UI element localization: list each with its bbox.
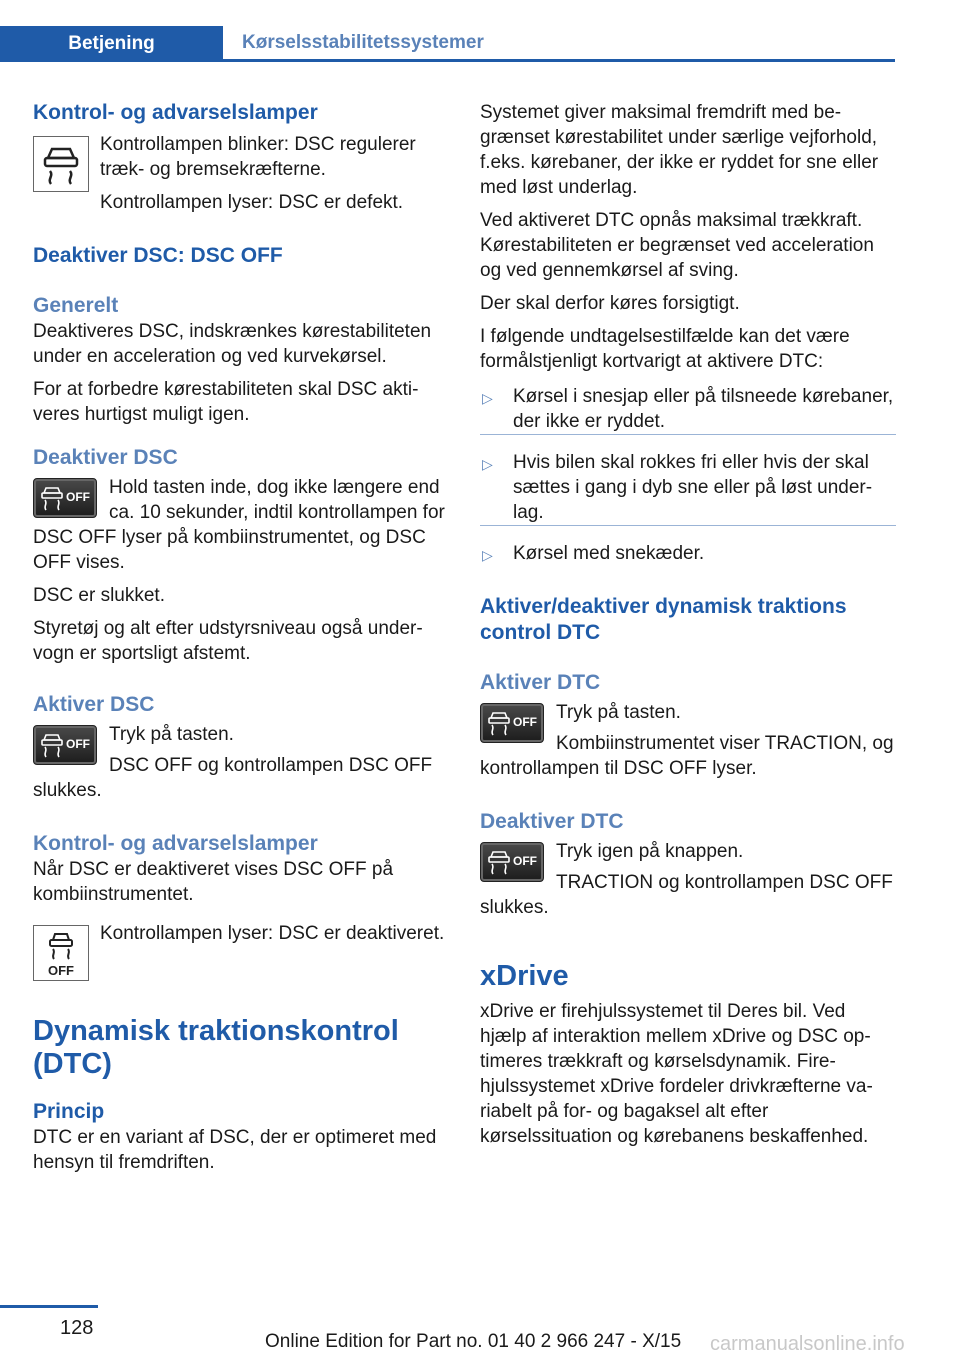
left-column bbox=[33, 100, 448, 1183]
list-item bbox=[480, 442, 896, 533]
watermark: carmanualsonline.info bbox=[710, 1333, 905, 1355]
right-text-2: Ved aktiveret DTC opnås maksimal trækkraft. Kørestabiliteten er begrænset ved acceleration og ved gennemkørsel af sving. bbox=[480, 210, 874, 281]
heading-kontrol-advarselslamper-1: Kontrol- og advarselslamper bbox=[33, 101, 318, 124]
deaktiver-dtc-text-1: Tryk igen på knappen. bbox=[556, 841, 744, 862]
aktiver-dtc-block bbox=[480, 700, 896, 729]
right-text-3: Der skal derfor køres forsigtigt. bbox=[480, 293, 740, 314]
dsc-off-button-icon bbox=[480, 842, 544, 882]
tab-betjening-label: Betjening bbox=[68, 33, 155, 54]
deaktiver-dtc-block bbox=[480, 839, 896, 868]
deaktiver-text-3: Styretøj og alt efter udstyrsniveau også undervogn er sportsligt afstemt. bbox=[33, 618, 423, 664]
list-item-text: Kørsel med snekæder. bbox=[513, 543, 705, 564]
heading-deaktiver-dtc: Deaktiver DTC bbox=[480, 810, 624, 833]
aktiver-text-2: DSC OFF og kontrollampen DSC OFF slukkes. bbox=[33, 755, 433, 801]
aktiver-dtc-text-2: Kombiinstrumentet viser TRACTION, og kontrollampen til DSC OFF lyser. bbox=[480, 733, 894, 779]
deaktiver-dtc-text-2: TRACTION og kontrollampen DSC OFF slukkes. bbox=[480, 872, 893, 918]
dsc-off-button-icon bbox=[480, 703, 544, 743]
heading-deaktiver-dsc: Deaktiver DSC bbox=[33, 446, 178, 469]
deaktiver-block bbox=[33, 475, 448, 575]
aktiver-block bbox=[33, 722, 448, 751]
dsc-off-lamp-icon bbox=[33, 925, 89, 981]
heading-dynamisk-traktionskontrol: Dynamisk traktionskontrol (DTC) bbox=[33, 1015, 399, 1080]
generelt-text-2: For at forbedre kørestabiliteten skal DSC aktiveres hurtigst muligt igen. bbox=[33, 379, 419, 425]
deaktiver-text-2: DSC er slukket. bbox=[33, 585, 165, 606]
deaktiver-text-1: Hold tasten inde, dog ikke længere end ca. 10 sekunder, indtil kontrollampen for DSC OFF lyser på kombiinstrumentet, og DSC OFF vises. bbox=[33, 477, 445, 573]
kontrol2-text-1: Når DSC er deaktiveret vises DSC OFF på kombiinstrumentet. bbox=[33, 859, 394, 905]
right-text-1: Systemet giver maksimal fremdrift med begrænset kørestabilitet under særlige vejforhold, f.eks. kørebaner, der ikke er ryddet for sne eller med løst underlag. bbox=[480, 102, 879, 198]
list-item-text: Hvis bilen skal rokkes fri eller hvis der skal sættes i gang i dyb sne eller på løst underlag. bbox=[513, 452, 873, 523]
dsc-off-button-icon bbox=[33, 478, 97, 518]
heading-generelt: Generelt bbox=[33, 294, 119, 317]
off-label: OFF bbox=[66, 737, 90, 751]
heading-aktiver-dsc: Aktiver DSC bbox=[33, 693, 155, 716]
footer-rule bbox=[0, 1305, 98, 1308]
dsc-lamp-icon bbox=[33, 136, 89, 192]
lamp-off-label: OFF bbox=[48, 963, 74, 978]
generelt-text-1: Deaktiveres DSC, indskrænkes kørestabiliteten under en acceleration og ved kurvekørsel. bbox=[33, 321, 432, 367]
heading-kontrol-advarselslamper-2: Kontrol- og advarselslamper bbox=[33, 832, 318, 855]
princip-text-1: DTC er en variant af DSC, der er optimeret med hensyn til fremdriften. bbox=[33, 1127, 437, 1173]
heading-aktiver-deaktiver-dtc: Aktiver/deaktiver dynamisk traktions control DTC bbox=[480, 595, 847, 644]
triangle-bullet-icon: ▷ bbox=[482, 547, 493, 563]
triangle-bullet-icon: ▷ bbox=[482, 456, 493, 472]
right-text-4: I følgende undtagelsestilfælde kan det være formålstjenligt kortvarigt at aktivere DTC: bbox=[480, 326, 850, 372]
off-label: OFF bbox=[513, 715, 537, 729]
header-rule bbox=[0, 59, 895, 62]
aktiver-dtc-text-1: Tryk på tasten. bbox=[556, 702, 681, 723]
lamp-dsc-block bbox=[33, 132, 448, 223]
lamp-dsc-off-block bbox=[33, 921, 448, 981]
kontrol1-text-2: Kontrollampen lyser: DSC er defekt. bbox=[100, 192, 404, 213]
xdrive-text-1: xDrive er firehjulssystemet til Deres bil. Ved hjælp af interaktion mellem xDrive og DSC optimeres trækkraft og kørselsdynamik. Firehjulssystemet xDrive fordeler drivkræfterne variabelt på for- og bagaksel alt efter kørselssituation og kørebanens beskaffenhed. bbox=[480, 1001, 873, 1147]
right-column bbox=[480, 100, 896, 1157]
heading-princip: Princip bbox=[33, 1100, 105, 1123]
kontrol1-text-1: Kontrollampen blinker: DSC regulerer træk- og bremsekræfterne. bbox=[100, 134, 416, 180]
tab-betjening[interactable] bbox=[0, 26, 223, 62]
page-number: 128 bbox=[60, 1317, 94, 1339]
edition-line: Online Edition for Part no. 01 40 2 966 247 - X/15 bbox=[265, 1331, 682, 1352]
kontrol2-text-2: Kontrollampen lyser: DSC er deaktiveret. bbox=[100, 923, 445, 944]
heading-deaktiver-dsc-off: Deaktiver DSC: DSC OFF bbox=[33, 244, 283, 267]
header-tabbar bbox=[0, 26, 895, 62]
off-label: OFF bbox=[66, 490, 90, 504]
triangle-bullet-icon: ▷ bbox=[482, 390, 493, 406]
list-item-text: Kørsel i snesjap eller på tilsneede kørebaner, der ikke er ryddet. bbox=[513, 386, 894, 432]
list-item bbox=[480, 533, 896, 574]
heading-xdrive: xDrive bbox=[480, 960, 569, 992]
aktiver-text-1: Tryk på tasten. bbox=[109, 724, 234, 745]
tab-korselsstabilitet[interactable]: Kørselsstabilitetssystemer bbox=[242, 31, 484, 53]
dsc-off-button-icon bbox=[33, 725, 97, 765]
heading-aktiver-dtc: Aktiver DTC bbox=[480, 671, 601, 694]
exception-list bbox=[480, 384, 896, 574]
off-label: OFF bbox=[513, 854, 537, 868]
